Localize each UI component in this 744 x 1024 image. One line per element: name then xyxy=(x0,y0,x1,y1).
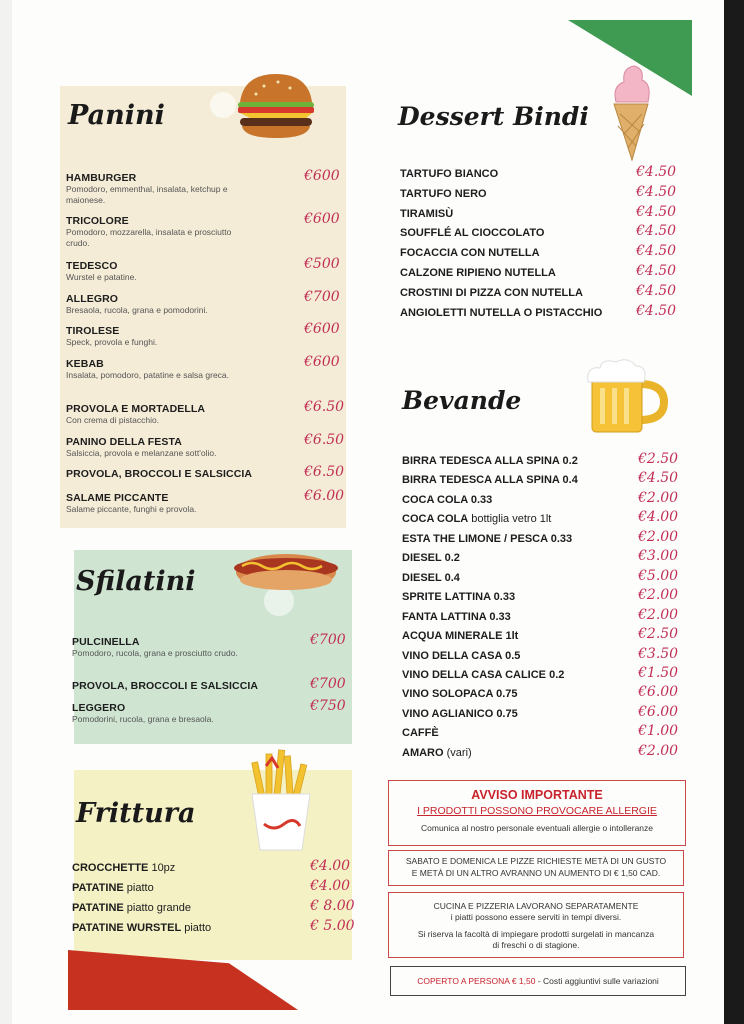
hotdog-icon xyxy=(232,546,340,594)
panini-item-description: Con crema di pistacchio. xyxy=(66,415,160,425)
dessert-item-price: €4.50 xyxy=(636,263,677,279)
bevande-item-title: VINO AGLIANICO 0.75 xyxy=(402,707,518,720)
panini-item xyxy=(66,293,246,316)
bevande-item-title: COCA COLA xyxy=(402,513,469,526)
weekend-pizza-notice xyxy=(388,850,684,886)
panini-item-name: ALLEGRO xyxy=(66,293,119,305)
bevande-item-price: €1.00 xyxy=(638,723,679,740)
dessert-item-name: TIRAMISÙ xyxy=(400,207,454,220)
bevande-item-price: €2.00 xyxy=(638,742,679,759)
panini-item-description: Salsiccia, provola e melanzane sott'olio. xyxy=(66,448,217,458)
bevande-item-title: VINO DELLA CASA CALICE 0.2 xyxy=(402,668,565,681)
bevande-item-name xyxy=(402,611,511,623)
fries-icon xyxy=(248,748,314,852)
sfilatini-item-price: €700 xyxy=(310,676,346,692)
panini-item-description: Wurstel e patatine. xyxy=(66,272,137,282)
allergy-notice-title: AVVISO IMPORTANTE xyxy=(471,788,603,802)
bevande-item-title: ESTA THE LIMONE / PESCA 0.33 xyxy=(402,532,573,545)
panini-item-description: Pomodoro, mozzarella, insalata e prosciutto crudo. xyxy=(66,227,232,248)
dessert-item-price: €4.50 xyxy=(636,164,677,180)
bevande-item-price: €6.00 xyxy=(638,703,679,720)
bevande-item-title: DIESEL 0.4 xyxy=(402,571,460,584)
bevande-item-price: €3.50 xyxy=(638,645,679,662)
sfilatini-item-price: €700 xyxy=(310,632,346,648)
frittura-item-note: 10pz xyxy=(148,862,176,874)
dessert-item-price: €4.50 xyxy=(636,183,677,200)
frittura-item-title: PATATINE xyxy=(72,882,124,894)
dessert-item-price: €4.50 xyxy=(636,302,677,319)
sfilatini-item-description: Pomodoro, rucola, grana e prosciutto crudo. xyxy=(72,648,238,658)
panini-item-price: €6.50 xyxy=(304,464,345,480)
panini-item xyxy=(66,325,246,348)
bevande-item-name xyxy=(402,552,460,564)
sfilatini-item xyxy=(72,702,252,725)
bevande-item-name xyxy=(402,494,492,506)
frittura-item-name xyxy=(72,902,191,914)
panini-item-description: Insalata, pomodoro, patatine e salsa greca. xyxy=(66,370,230,380)
dessert-item-name: FOCACCIA CON NUTELLA xyxy=(400,247,540,260)
panini-item xyxy=(66,358,246,381)
panini-item-name: TRICOLORE xyxy=(66,215,129,227)
frittura-item-name xyxy=(72,862,175,874)
bevande-item-price: €4.00 xyxy=(638,509,679,526)
bevande-item-price: €1.50 xyxy=(638,664,679,681)
panini-item-name: TIROLESE xyxy=(66,325,120,337)
panini-item xyxy=(66,403,246,426)
frittura-item-title: CROCCHETTE xyxy=(72,862,149,874)
dessert-item-name: CROSTINI DI PIZZA CON NUTELLA xyxy=(400,286,583,299)
frittura-item-name xyxy=(72,882,154,894)
panini-item-price: €500 xyxy=(304,256,340,272)
panini-item xyxy=(66,436,246,459)
bevande-item-note: bottiglia vetro 1lt xyxy=(468,513,552,526)
bevande-item-note: (vari) xyxy=(443,746,472,759)
panini-item-description: Bresaola, rucola, grana e pomodorini. xyxy=(66,305,208,315)
dessert-item-price: €4.50 xyxy=(636,203,677,220)
bevande-item-title: VINO DELLA CASA 0.5 xyxy=(402,649,521,662)
panini-item-name: PANINO DELLA FESTA xyxy=(66,436,182,448)
kitchen-notice xyxy=(388,892,684,958)
bevande-item-price: €2.00 xyxy=(638,587,679,604)
frittura-item-title: PATATINE WURSTEL xyxy=(72,922,182,934)
bevande-item-name xyxy=(402,727,439,739)
frittura-item-note: piatto grande xyxy=(123,902,192,914)
panini-item-name: PROVOLA E MORTADELLA xyxy=(66,403,206,415)
weekend-notice-line-1: SABATO E DOMENICA LE PIZZE RICHIESTE METÀ DI UN GUSTO xyxy=(405,856,667,866)
panini-item-name: PROVOLA, BROCCOLI E SALSICCIA xyxy=(66,468,253,480)
bevande-item-price: €2.00 xyxy=(638,606,679,623)
bevande-title: Bevande xyxy=(402,386,522,415)
panini-item-price: €600 xyxy=(304,321,340,337)
dessert-item-name: ANGIOLETTI NUTELLA O PISTACCHIO xyxy=(400,306,603,319)
kitchen-notice-line-1: CUCINA E PIZZERIA LAVORANO SEPARATAMENTE xyxy=(433,901,639,911)
frittura-item-price: €4.00 xyxy=(310,878,351,894)
kitchen-notice-line-2: i piatti possono essere serviti in tempi diversi. xyxy=(450,912,622,922)
bevande-item-name xyxy=(402,572,460,584)
cover-charge-text: COPERTO A PERSONA € 1,50 xyxy=(417,976,536,986)
bevande-item-name xyxy=(402,708,518,720)
panini-item-price: €600 xyxy=(304,211,340,227)
panini-item-price: €6.00 xyxy=(304,488,345,504)
frittura-item-price: €4.00 xyxy=(310,858,351,874)
panini-item-name: KEBAB xyxy=(66,358,104,370)
panini-item xyxy=(66,468,252,480)
kitchen-notice-line-4: di freschi o di stagione. xyxy=(492,940,580,950)
bevande-item-name xyxy=(402,591,515,603)
panini-item xyxy=(66,172,246,206)
bevande-item-title: COCA COLA 0.33 xyxy=(402,493,493,506)
bevande-item-price: €2.50 xyxy=(638,626,679,643)
dessert-item-name: TARTUFO NERO xyxy=(400,187,487,200)
dessert-item-name: CALZONE RIPIENO NUTELLA xyxy=(400,267,556,279)
bevande-item-title: ACQUA MINERALE 1lt xyxy=(402,630,519,643)
sfilatini-item xyxy=(72,680,258,692)
kitchen-notice-line-3: Si riserva la facoltà di impiegare prodotti surgelati in mancanza xyxy=(417,929,655,939)
dessert-item-name: TARTUFO BIANCO xyxy=(400,168,499,180)
sfilatini-item xyxy=(72,636,252,659)
panini-item-price: €6.50 xyxy=(304,432,345,448)
panini-item-price: €700 xyxy=(304,289,340,305)
dessert-item-name: SOUFFLÉ AL CIOCCOLATO xyxy=(400,227,545,240)
bevande-item-price: €3.00 xyxy=(638,548,679,565)
allergy-notice-subtitle: I PRODOTTI POSSONO PROVOCARE ALLERGIE xyxy=(417,805,657,817)
dessert-title: Dessert Bindi xyxy=(398,102,589,131)
bevande-item-price: €6.00 xyxy=(638,684,679,701)
frittura-item-name xyxy=(72,922,211,934)
sfilatini-item-price: €750 xyxy=(310,698,346,714)
frittura-item-price: € 5.00 xyxy=(310,918,355,934)
bevande-item-name xyxy=(402,533,572,545)
frittura-title: Frittura xyxy=(76,798,196,829)
bevande-item-title: FANTA LATTINA 0.33 xyxy=(402,610,511,623)
sfilatini-item-description: Pomodorini, rucola, grana e bresaola. xyxy=(72,714,214,724)
hamburger-icon xyxy=(234,72,318,140)
bevande-item-name xyxy=(402,747,472,759)
bevande-item-name xyxy=(402,630,518,642)
panini-item-description: Salame piccante, funghi e provola. xyxy=(66,504,197,514)
bevande-item-title: AMARO xyxy=(402,746,444,759)
allergy-notice xyxy=(388,780,686,846)
allergy-notice-text: Comunica al nostro personale eventuali allergie o intolleranze xyxy=(421,823,653,833)
bevande-item-title: CAFFÈ xyxy=(402,727,439,740)
bevande-item-name xyxy=(402,688,518,700)
frittura-item-title: PATATINE xyxy=(72,902,124,914)
panini-item-description: Pomodoro, emmenthal, insalata, ketchup e maionese. xyxy=(66,184,228,205)
frittura-item-price: € 8.00 xyxy=(310,898,355,914)
panini-item-name: TEDESCO xyxy=(66,260,118,272)
panini-item-name: SALAME PICCANTE xyxy=(66,492,169,504)
bevande-item-title: VINO SOLOPACA 0.75 xyxy=(402,688,518,701)
frittura-item-note: piatto xyxy=(181,922,212,934)
bevande-item-price: €2.00 xyxy=(638,489,679,506)
panini-item xyxy=(66,215,246,249)
bevande-item-name xyxy=(402,474,578,486)
bevande-item-price: €5.00 xyxy=(638,567,679,584)
panini-item-price: €600 xyxy=(304,354,340,370)
panini-title: Panini xyxy=(68,100,165,131)
panini-item-price: €600 xyxy=(304,168,340,184)
bevande-item-title: BIRRA TEDESCA ALLA SPINA 0.2 xyxy=(402,455,578,467)
frittura-item-note: piatto xyxy=(123,882,154,894)
sfilatini-title: Sfilatini xyxy=(76,566,196,597)
bevande-item-name xyxy=(402,513,551,525)
cover-charge-extra: - Costi aggiuntivi sulle variazioni xyxy=(535,976,659,986)
bevande-item-price: €2.50 xyxy=(638,451,679,467)
bevande-item-price: €4.50 xyxy=(638,470,679,487)
sfilatini-item-name: PROVOLA, BROCCOLI E SALSICCIA xyxy=(72,680,259,692)
cover-charge-notice xyxy=(390,966,686,996)
panini-item xyxy=(66,492,246,515)
dessert-item-price: €4.50 xyxy=(636,243,677,260)
ice-cream-icon xyxy=(608,62,654,162)
panini-item-description: Speck, provola e funghi. xyxy=(66,337,158,347)
menu-page xyxy=(12,0,724,1024)
panini-item-price: €6.50 xyxy=(304,399,345,415)
dessert-item-price: €4.50 xyxy=(636,223,677,240)
sfilatini-item-name: LEGGERO xyxy=(72,702,126,714)
bevande-item-title: DIESEL 0.2 xyxy=(402,552,460,565)
dessert-item-price: €4.50 xyxy=(636,282,677,299)
bevande-item-title: SPRITE LATTINA 0.33 xyxy=(402,591,516,604)
panini-item xyxy=(66,260,246,283)
bevande-item-price: €2.00 xyxy=(638,528,679,545)
panini-item-name: HAMBURGER xyxy=(66,172,137,184)
bevande-item-name xyxy=(402,455,578,467)
weekend-notice-line-2: E METÀ DI UN ALTRO AVRANNO UN AUMENTO DI € 1,50 CAD. xyxy=(411,868,661,878)
bevande-item-name xyxy=(402,669,564,681)
binder-spine xyxy=(724,0,744,1024)
bevande-item-title: BIRRA TEDESCA ALLA SPINA 0.4 xyxy=(402,474,578,487)
bevande-item-name xyxy=(402,650,520,662)
beer-mug-icon xyxy=(584,356,668,436)
sfilatini-item-name: PULCINELLA xyxy=(72,636,140,648)
